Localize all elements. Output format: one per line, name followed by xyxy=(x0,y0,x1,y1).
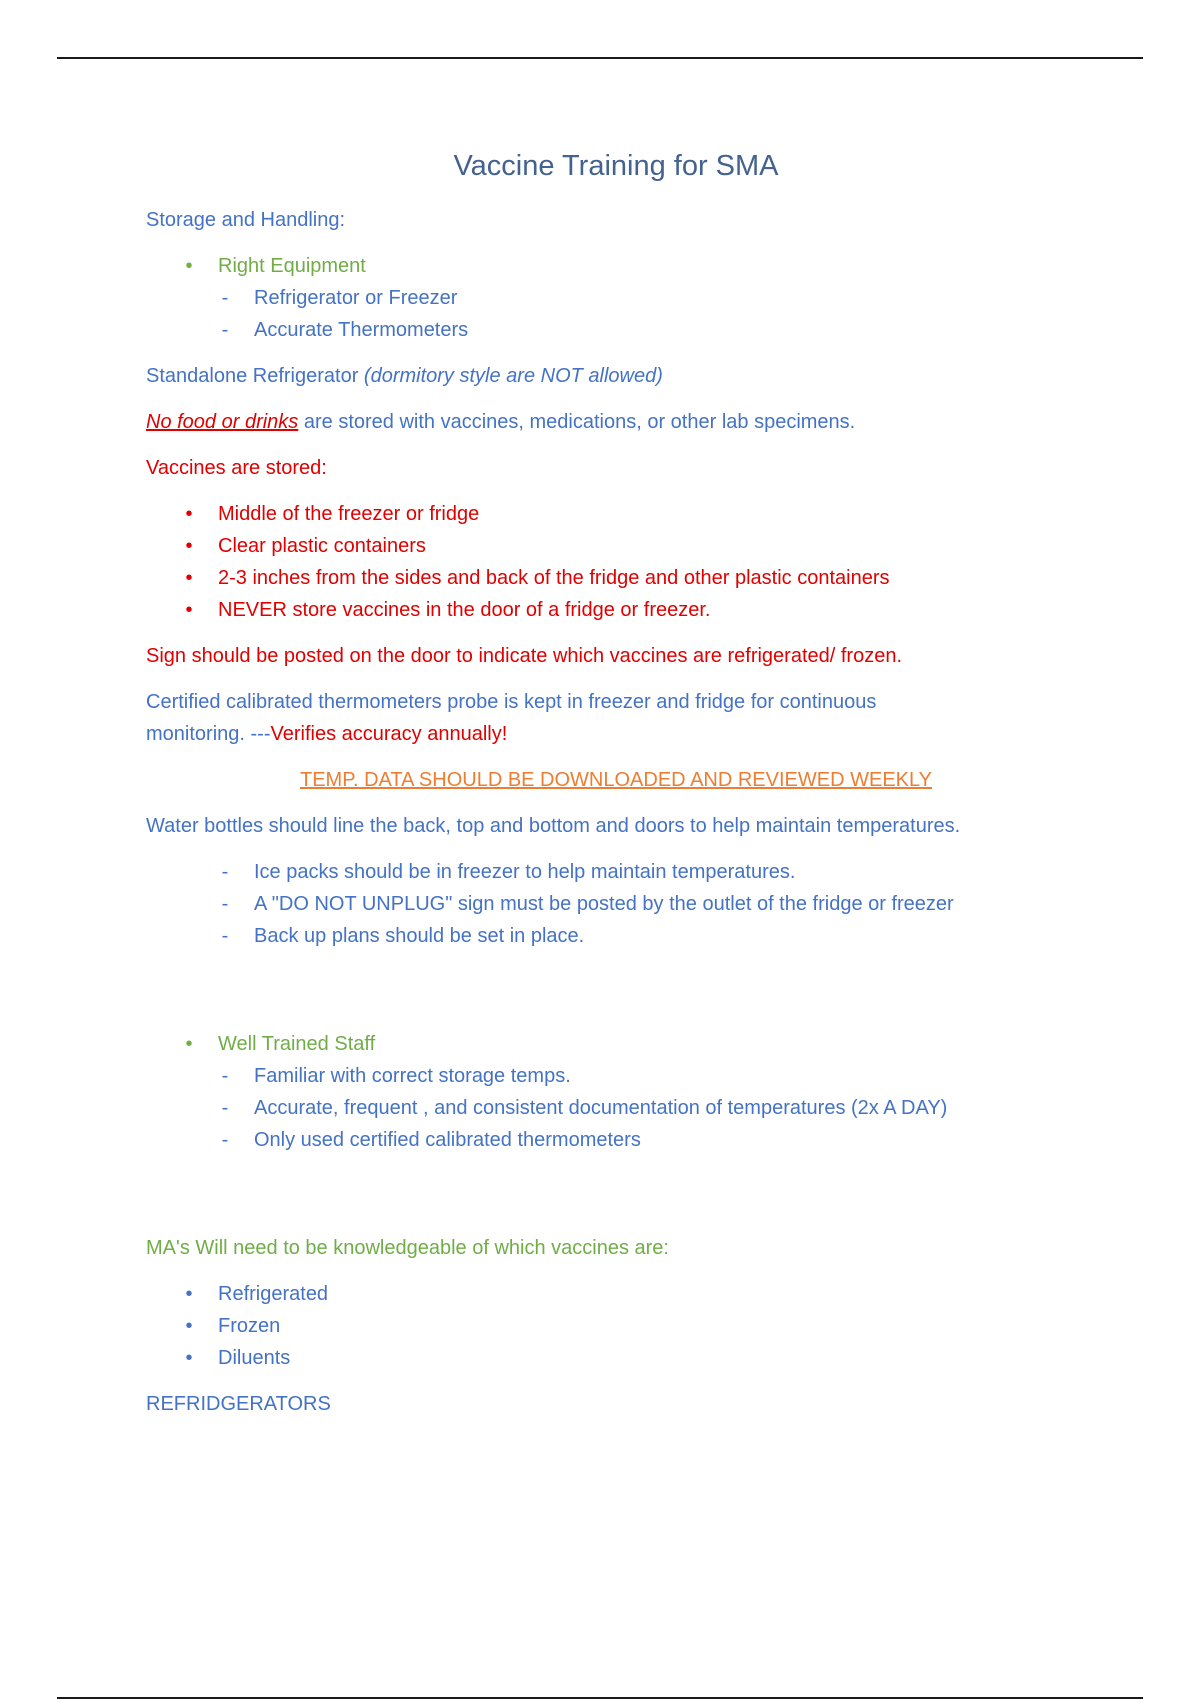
dash-icon: - xyxy=(221,861,229,883)
list-item xyxy=(146,1278,1086,1310)
staff-sublist xyxy=(218,1060,1086,1156)
thermometer-emphasis: Verifies accuracy annually! xyxy=(270,723,508,745)
ma-item: Diluents xyxy=(218,1347,291,1369)
staff-item: Accurate, frequent , and consistent documentation of temperatures (2x A DAY) xyxy=(254,1097,948,1119)
list-item xyxy=(146,530,1086,562)
bullet-icon: • xyxy=(185,535,193,557)
list-item xyxy=(218,314,1086,346)
maintain-item: Ice packs should be in freezer to help maintain temperatures. xyxy=(254,861,796,883)
list-item xyxy=(218,282,1086,314)
list-item xyxy=(218,1092,1086,1124)
refrigerators-heading: REFRIDGERATORS xyxy=(146,1393,331,1415)
list-item xyxy=(146,1028,1086,1156)
no-food-paragraph xyxy=(146,406,1086,438)
maintain-list-wrapper xyxy=(218,856,1086,952)
list-item xyxy=(146,250,1086,346)
sign-posted-paragraph: Sign should be posted on the door to indicate which vaccines are refrigerated/ frozen. xyxy=(146,645,903,667)
standalone-lead: Standalone Refrigerator xyxy=(146,365,364,387)
vaccines-stored-list xyxy=(146,498,1086,626)
storage-heading: Storage and Handling: xyxy=(146,209,346,231)
staff-list xyxy=(146,1028,1086,1156)
dash-icon: - xyxy=(221,893,229,915)
spacer xyxy=(146,1170,1086,1232)
list-item xyxy=(218,920,1086,952)
stored-item: Clear plastic containers xyxy=(218,535,426,557)
thermometer-lead: monitoring. --- xyxy=(146,723,271,745)
staff-label: Well Trained Staff xyxy=(218,1033,376,1055)
bullet-icon: • xyxy=(185,255,193,277)
bullet-icon: • xyxy=(185,1033,193,1055)
right-equipment-list xyxy=(146,250,1086,346)
ma-list xyxy=(146,1278,1086,1374)
list-item xyxy=(146,562,1086,594)
equipment-sublist xyxy=(218,282,1086,346)
bullet-icon: • xyxy=(185,1347,193,1369)
list-item xyxy=(218,888,1086,920)
ma-item: Refrigerated xyxy=(218,1283,329,1305)
bullet-icon: • xyxy=(185,1283,193,1305)
list-item xyxy=(218,1124,1086,1156)
staff-item: Familiar with correct storage temps. xyxy=(254,1065,571,1087)
bullet-icon: • xyxy=(185,567,193,589)
water-bottles-paragraph: Water bottles should line the back, top and bottom and doors to help maintain temperatures. xyxy=(146,815,961,837)
no-food-rest: are stored with vaccines, medications, or other lab specimens. xyxy=(298,411,856,433)
stored-item: NEVER store vaccines in the door of a fridge or freezer. xyxy=(218,599,711,621)
dash-icon: - xyxy=(221,1065,229,1087)
bullet-icon: • xyxy=(185,599,193,621)
staff-item: Only used certified calibrated thermometers xyxy=(254,1129,641,1151)
dash-icon: - xyxy=(221,319,229,341)
no-food-emphasis: No food or drinks xyxy=(146,411,299,433)
list-item xyxy=(218,1060,1086,1092)
maintain-item: A "DO NOT UNPLUG" sign must be posted by the outlet of the fridge or freezer xyxy=(254,893,954,915)
bullet-icon: • xyxy=(185,503,193,525)
list-item xyxy=(218,856,1086,888)
document-body xyxy=(146,146,1086,1434)
stored-item: Middle of the freezer or fridge xyxy=(218,503,480,525)
equipment-item: Refrigerator or Freezer xyxy=(254,287,458,309)
temp-data-notice: TEMP. DATA SHOULD BE DOWNLOADED AND REVIEWED WEEKLY xyxy=(300,769,932,791)
stored-item: 2-3 inches from the sides and back of the fridge and other plastic containers xyxy=(218,567,890,589)
dash-icon: - xyxy=(221,287,229,309)
ma-heading: MA's Will need to be knowledgeable of which vaccines are: xyxy=(146,1237,669,1259)
maintain-item: Back up plans should be set in place. xyxy=(254,925,585,947)
spacer xyxy=(146,966,1086,1028)
standalone-paragraph xyxy=(146,360,1086,392)
dash-icon: - xyxy=(221,1129,229,1151)
list-item xyxy=(146,1310,1086,1342)
dash-icon: - xyxy=(221,925,229,947)
maintain-list xyxy=(218,856,1086,952)
ma-item: Frozen xyxy=(218,1315,281,1337)
list-item xyxy=(146,498,1086,530)
thermometer-line-2 xyxy=(146,718,1086,750)
bullet-icon: • xyxy=(185,1315,193,1337)
list-item xyxy=(146,1342,1086,1374)
dash-icon: - xyxy=(221,1097,229,1119)
page-title: Vaccine Training for SMA xyxy=(453,150,779,182)
footer-rule xyxy=(57,1697,1143,1699)
standalone-note: (dormitory style are NOT allowed) xyxy=(363,365,663,387)
equipment-item: Accurate Thermometers xyxy=(254,319,469,341)
thermometer-line-1: Certified calibrated thermometers probe is kept in freezer and fridge for continuous xyxy=(146,691,877,713)
header-rule xyxy=(57,57,1143,59)
list-item xyxy=(146,594,1086,626)
vaccines-stored-heading: Vaccines are stored: xyxy=(146,457,327,479)
right-equipment-label: Right Equipment xyxy=(218,255,366,277)
